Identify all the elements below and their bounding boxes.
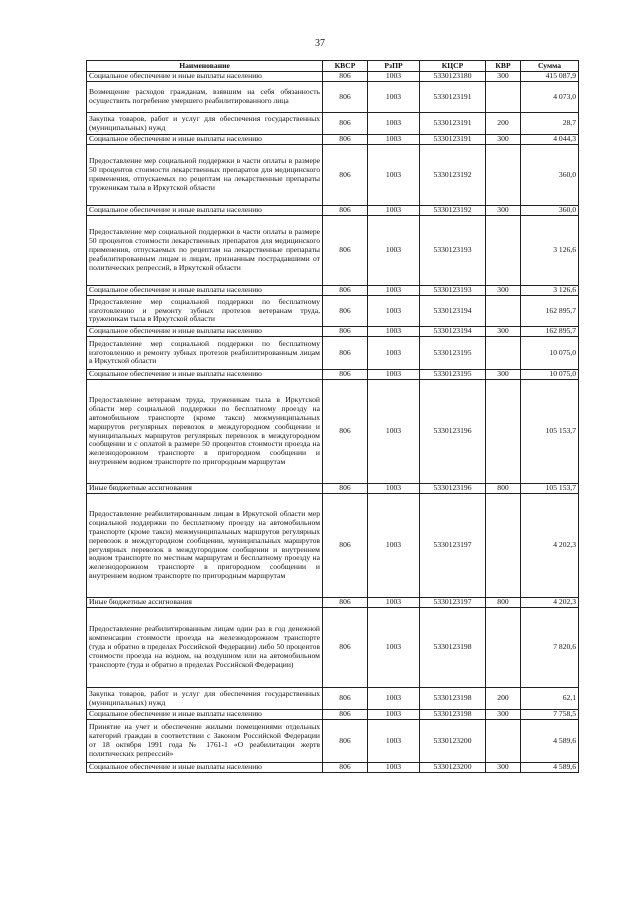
cell-kcsr: 5330123197 xyxy=(420,494,486,598)
cell-rzpr: 1003 xyxy=(368,380,420,484)
cell-kvsr: 806 xyxy=(323,135,368,145)
cell-name: Социальное обеспечение и иные выплаты населению xyxy=(87,206,323,216)
cell-sum: 3 126,6 xyxy=(521,216,579,286)
cell-kvsr: 806 xyxy=(323,145,368,206)
cell-name: Социальное обеспечение и иные выплаты населению xyxy=(87,327,323,337)
cell-name: Социальное обеспечение и иные выплаты населению xyxy=(87,135,323,145)
cell-kvsr: 806 xyxy=(323,72,368,82)
cell-kvr: 800 xyxy=(486,484,521,494)
table-row xyxy=(87,206,579,216)
cell-name: Предоставление мер социальной поддержки в части оплаты в размере 50 процентов стоимости лекарственных препаратов для медицинского применения, отпускаемых по рецептам на лекарственные препараты труженикам тыла в Иркутской области xyxy=(87,145,323,206)
table-row xyxy=(87,337,579,370)
cell-kcsr: 5330123196 xyxy=(420,484,486,494)
table-row xyxy=(87,216,579,286)
cell-sum: 4 202,3 xyxy=(521,598,579,608)
cell-kvr: 200 xyxy=(486,113,521,135)
cell-sum: 28,7 xyxy=(521,113,579,135)
header-sum: Сумма xyxy=(521,61,579,72)
cell-rzpr: 1003 xyxy=(368,608,420,688)
table-row xyxy=(87,494,579,598)
cell-sum: 3 126,6 xyxy=(521,286,579,296)
cell-rzpr: 1003 xyxy=(368,135,420,145)
table-row xyxy=(87,145,579,206)
cell-rzpr: 1003 xyxy=(368,82,420,113)
cell-kvr xyxy=(486,720,521,763)
cell-kvr: 300 xyxy=(486,763,521,773)
cell-name: Социальное обеспечение и иные выплаты населению xyxy=(87,72,323,82)
cell-name: Предоставление реабилитированным лицам в Иркутской области мер социальной поддержки по бесплатному проезду на автомобильном транспорте (кроме такси) межмуниципальных маршрутов регулярных перевозок в междугородном сообщении, муниципальных маршрутов регулярных перевозок в междугородном сообщении и внутреннем водном транспорте по местным маршрутам и бесплатному проезду на железнодорожном транспорте в пригородном сообщении и внутреннем водном транспорте по пригородным маршрутам xyxy=(87,494,323,598)
cell-kvr: 300 xyxy=(486,206,521,216)
cell-rzpr: 1003 xyxy=(368,327,420,337)
cell-sum: 4 589,6 xyxy=(521,763,579,773)
cell-sum: 4 044,3 xyxy=(521,135,579,145)
cell-kvr: 300 xyxy=(486,370,521,380)
cell-kvsr: 806 xyxy=(323,296,368,327)
cell-kvr xyxy=(486,296,521,327)
cell-kvr: 200 xyxy=(486,688,521,710)
cell-kvsr: 806 xyxy=(323,327,368,337)
cell-sum: 4 202,3 xyxy=(521,494,579,598)
cell-kvsr: 806 xyxy=(323,380,368,484)
cell-kcsr: 5330123200 xyxy=(420,763,486,773)
page-number: 37 xyxy=(315,38,325,49)
cell-kvsr: 806 xyxy=(323,720,368,763)
cell-name: Предоставление мер социальной поддержки по бесплатному изготовлению и ремонту зубных протезов реабилитированным лицам в Иркутской области xyxy=(87,337,323,370)
cell-kvr xyxy=(486,216,521,286)
cell-kcsr: 5330123192 xyxy=(420,145,486,206)
header-row xyxy=(87,61,579,72)
cell-kcsr: 5330123192 xyxy=(420,206,486,216)
cell-kvr: 800 xyxy=(486,598,521,608)
cell-kvsr: 806 xyxy=(323,688,368,710)
cell-kvr xyxy=(486,608,521,688)
cell-kvsr: 806 xyxy=(323,286,368,296)
cell-rzpr: 1003 xyxy=(368,688,420,710)
cell-kvr xyxy=(486,337,521,370)
cell-kvsr: 806 xyxy=(323,494,368,598)
table-row xyxy=(87,608,579,688)
header-rzpr: РзПР xyxy=(368,61,420,72)
cell-sum: 7 758,5 xyxy=(521,710,579,720)
cell-kcsr: 5330123191 xyxy=(420,135,486,145)
cell-kcsr: 5330123193 xyxy=(420,216,486,286)
cell-name: Социальное обеспечение и иные выплаты населению xyxy=(87,286,323,296)
cell-sum: 10 075,0 xyxy=(521,337,579,370)
cell-rzpr: 1003 xyxy=(368,337,420,370)
table-row xyxy=(87,688,579,710)
cell-kvsr: 806 xyxy=(323,206,368,216)
cell-rzpr: 1003 xyxy=(368,370,420,380)
cell-rzpr: 1003 xyxy=(368,216,420,286)
cell-kcsr: 5330123191 xyxy=(420,113,486,135)
cell-kcsr: 5330123180 xyxy=(420,72,486,82)
cell-sum: 62,1 xyxy=(521,688,579,710)
header-kcsr: КЦСР xyxy=(420,61,486,72)
cell-rzpr: 1003 xyxy=(368,720,420,763)
cell-name: Предоставление мер социальной поддержки в части оплаты в размере 50 процентов стоимости лекарственных препаратов для медицинского применения, отпускаемых по рецептам на лекарственные препараты реабилитированным лицам и лицам, признанным пострадавшими от политических репрессий, в Иркутской области xyxy=(87,216,323,286)
cell-sum: 162 895,7 xyxy=(521,327,579,337)
table-header xyxy=(87,61,579,72)
cell-sum: 105 153,7 xyxy=(521,380,579,484)
cell-kcsr: 5330123198 xyxy=(420,688,486,710)
table-row xyxy=(87,327,579,337)
cell-kcsr: 5330123198 xyxy=(420,710,486,720)
cell-kvsr: 806 xyxy=(323,82,368,113)
cell-kvsr: 806 xyxy=(323,763,368,773)
table-row xyxy=(87,484,579,494)
cell-rzpr: 1003 xyxy=(368,206,420,216)
cell-kvsr: 806 xyxy=(323,710,368,720)
cell-kvsr: 806 xyxy=(323,484,368,494)
table-row xyxy=(87,763,579,773)
table-row xyxy=(87,286,579,296)
cell-rzpr: 1003 xyxy=(368,286,420,296)
cell-name: Предоставление ветеранам труда, труженикам тыла в Иркутской области мер социальной поддержки по бесплатному проезду на автомобильном транспорте (кроме такси) межмуниципальных маршрутов регулярных перевозок в междугородном сообщении и муниципальных маршрутов регулярных перевозок в междугородном сообщении и с оплатой в размере 50 процентов стоимости проезда на железнодорожном транспорте в пригородном сообщении и внутреннем водном транспорте по пригородным маршрутам xyxy=(87,380,323,484)
cell-kvsr: 806 xyxy=(323,216,368,286)
table-row xyxy=(87,380,579,484)
cell-name: Закупка товаров, работ и услуг для обеспечения государственных (муниципальных) нужд xyxy=(87,688,323,710)
cell-rzpr: 1003 xyxy=(368,710,420,720)
cell-kcsr: 5330123194 xyxy=(420,296,486,327)
table-row xyxy=(87,135,579,145)
cell-kcsr: 5330123194 xyxy=(420,327,486,337)
cell-kvsr: 806 xyxy=(323,113,368,135)
cell-kvr xyxy=(486,145,521,206)
cell-rzpr: 1003 xyxy=(368,72,420,82)
cell-name: Иные бюджетные ассигнования xyxy=(87,484,323,494)
table-row xyxy=(87,370,579,380)
cell-kvsr: 806 xyxy=(323,370,368,380)
cell-kvr: 300 xyxy=(486,286,521,296)
cell-kvr xyxy=(486,380,521,484)
cell-kvr: 300 xyxy=(486,710,521,720)
table-row xyxy=(87,720,579,763)
cell-kcsr: 5330123195 xyxy=(420,370,486,380)
cell-sum: 415 087,9 xyxy=(521,72,579,82)
cell-kcsr: 5330123196 xyxy=(420,380,486,484)
cell-name: Социальное обеспечение и иные выплаты населению xyxy=(87,710,323,720)
cell-sum: 4 073,0 xyxy=(521,82,579,113)
cell-sum: 105 153,7 xyxy=(521,484,579,494)
cell-name: Предоставление мер социальной поддержки по бесплатному изготовлению и ремонту зубных протезов ветеранам труда, труженикам тыла в Иркутской области xyxy=(87,296,323,327)
cell-kvr: 300 xyxy=(486,135,521,145)
table-row xyxy=(87,710,579,720)
cell-kvr: 300 xyxy=(486,72,521,82)
cell-sum: 162 895,7 xyxy=(521,296,579,327)
budget-table xyxy=(86,60,579,773)
cell-rzpr: 1003 xyxy=(368,113,420,135)
cell-sum: 360,0 xyxy=(521,145,579,206)
header-kvr: КВР xyxy=(486,61,521,72)
cell-sum: 7 820,6 xyxy=(521,608,579,688)
cell-sum: 10 075,0 xyxy=(521,370,579,380)
cell-name: Социальное обеспечение и иные выплаты населению xyxy=(87,370,323,380)
cell-rzpr: 1003 xyxy=(368,494,420,598)
cell-kcsr: 5330123198 xyxy=(420,608,486,688)
cell-rzpr: 1003 xyxy=(368,145,420,206)
cell-sum: 4 589,6 xyxy=(521,720,579,763)
table-row xyxy=(87,72,579,82)
table-row xyxy=(87,598,579,608)
cell-rzpr: 1003 xyxy=(368,763,420,773)
cell-rzpr: 1003 xyxy=(368,598,420,608)
cell-kcsr: 5330123191 xyxy=(420,82,486,113)
header-kvsr: КВСР xyxy=(323,61,368,72)
table-row xyxy=(87,113,579,135)
cell-kcsr: 5330123195 xyxy=(420,337,486,370)
cell-name: Закупка товаров, работ и услуг для обеспечения государственных (муниципальных) нужд xyxy=(87,113,323,135)
cell-name: Предоставление реабилитированным лицам один раз в год денежной компенсации стоимости проезда на железнодорожном транспорте (туда и обратно в пределах Российской Федерации) либо 50 процентов стоимости проезда на водном, на воздушном или на автомобильном транспорте (туда и обратно в пределах Российской Федерации) xyxy=(87,608,323,688)
cell-kcsr: 5330123200 xyxy=(420,720,486,763)
cell-kvsr: 806 xyxy=(323,608,368,688)
cell-name: Иные бюджетные ассигнования xyxy=(87,598,323,608)
cell-kvr xyxy=(486,494,521,598)
cell-name: Социальное обеспечение и иные выплаты населению xyxy=(87,763,323,773)
cell-sum: 360,0 xyxy=(521,206,579,216)
cell-rzpr: 1003 xyxy=(368,296,420,327)
cell-kvsr: 806 xyxy=(323,337,368,370)
cell-kcsr: 5330123193 xyxy=(420,286,486,296)
cell-kvr xyxy=(486,82,521,113)
cell-name: Принятие на учет и обеспечение жилыми помещениями отдельных категорий граждан в соответствии с Законом Российской Федерации от 18 октября 1991 года № 1761-1 «О реабилитации жертв политических репрессий» xyxy=(87,720,323,763)
table-body xyxy=(87,72,579,773)
table-row xyxy=(87,82,579,113)
table-row xyxy=(87,296,579,327)
cell-kcsr: 5330123197 xyxy=(420,598,486,608)
cell-rzpr: 1003 xyxy=(368,484,420,494)
cell-name: Возмещение расходов гражданам, взявшим на себя обязанность осуществить погребение умершего реабилитированного лица xyxy=(87,82,323,113)
cell-kvsr: 806 xyxy=(323,598,368,608)
cell-kvr: 300 xyxy=(486,327,521,337)
header-name: Наименование xyxy=(87,61,323,72)
